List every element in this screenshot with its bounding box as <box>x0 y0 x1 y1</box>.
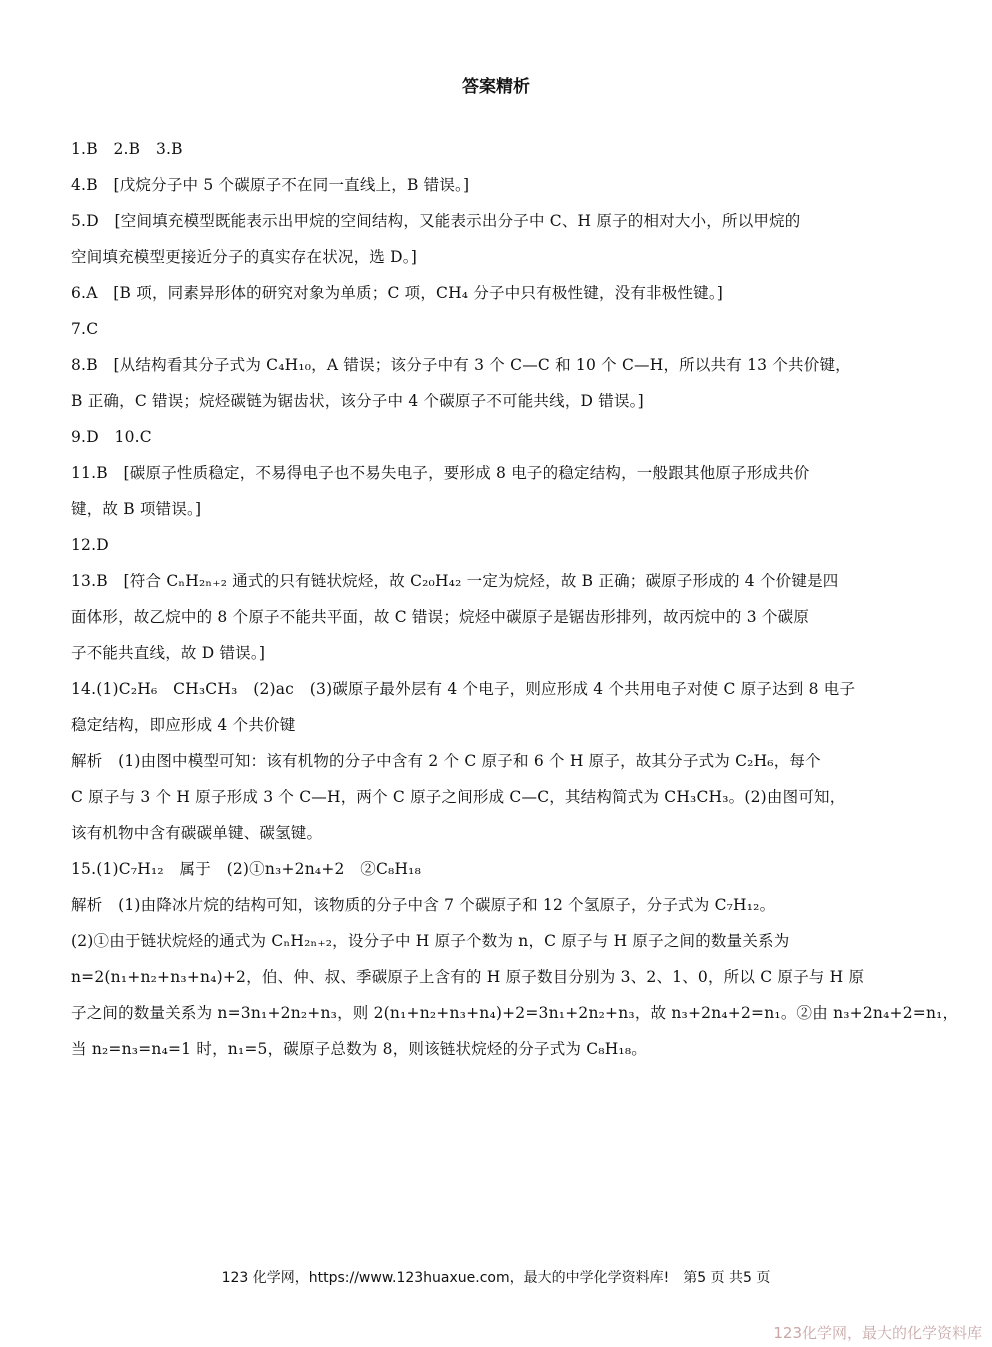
answer-line: n=2(n₁+n₂+n₃+n₄)+2，伯、仲、叔、季碳原子上含有的 H 原子数目分别为 3、2、1、0，所以 C 原子与 H 原 <box>71 968 865 986</box>
answer-line: 该有机物中含有碳碳单键、碳氢键。 <box>71 824 323 842</box>
page-title: 答案精析 <box>462 77 530 97</box>
answer-line: 4.B [戊烷分子中 5 个碳原子不在同一直线上，B 错误。] <box>71 176 470 194</box>
answer-line: 9.D 10.C <box>71 428 152 446</box>
answer-line: 解析 (1)由降冰片烷的结构可知，该物质的分子中含 7 个碳原子和 12 个氢原子，分子式为 C₇H₁₂。 <box>71 896 776 914</box>
answer-line: B 正确，C 错误；烷烃碳链为锯齿状，该分子中 4 个碳原子不可能共线，D 错误。] <box>71 392 644 410</box>
answer-line: 13.B [符合 CₙH₂ₙ₊₂ 通式的只有链状烷烃，故 C₂₀H₄₂ 一定为烷烃，故 B 正确；碳原子形成的 4 个价键是四 <box>71 572 839 590</box>
answer-line: 当 n₂=n₃=n₄=1 时，n₁=5，碳原子总数为 8，则该链状烷烃的分子式为 C₈H₁₈。 <box>71 1040 647 1058</box>
answer-line: C 原子与 3 个 H 原子形成 3 个 C—H，两个 C 原子之间形成 C—C，其结构简式为 CH₃CH₃。(2)由图可知， <box>71 788 846 806</box>
page-footer: 123 化学网，https://www.123huaxue.com，最大的中学化学资料库! 第5 页 共5 页 <box>221 1270 771 1286</box>
answer-line: 8.B [从结构看其分子式为 C₄H₁₀，A 错误；该分子中有 3 个 C—C 和 10 个 C—H，所以共有 13 个共价键， <box>71 356 851 374</box>
answer-line: 6.A [B 项，同素异形体的研究对象为单质；C 项，CH₄ 分子中只有极性键，没有非极性键。] <box>71 284 724 302</box>
answer-line: (2)①由于链状烷烃的通式为 CₙH₂ₙ₊₂，设分子中 H 原子个数为 n，C 原子与 H 原子之间的数量关系为 <box>71 932 790 950</box>
answer-line: 7.C <box>71 320 99 338</box>
answer-line: 子不能共直线，故 D 错误。] <box>71 644 266 662</box>
answer-line: 键，故 B 项错误。] <box>71 500 202 518</box>
answer-line: 5.D [空间填充模型既能表示出甲烷的空间结构，又能表示出分子中 C、H 原子的相对大小，所以甲烷的 <box>71 212 801 230</box>
answer-line: 面体形，故乙烷中的 8 个原子不能共平面，故 C 错误；烷烃中碳原子是锯齿形排列，故丙烷中的 3 个碳原 <box>71 608 810 626</box>
answer-line: 12.D <box>71 536 109 554</box>
watermark-text: 123化学网，最大的化学资料库 <box>773 1324 982 1342</box>
answer-line: 空间填充模型更接近分子的真实存在状况，选 D。] <box>71 248 417 266</box>
answer-line: 11.B [碳原子性质稳定，不易得电子也不易失电子，要形成 8 电子的稳定结构，一般跟其他原子形成共价 <box>71 464 810 482</box>
answer-line: 14.(1)C₂H₆ CH₃CH₃ (2)ac (3)碳原子最外层有 4 个电子，则应形成 4 个共用电子对使 C 原子达到 8 电子 <box>71 680 856 698</box>
answer-content <box>71 131 959 1067</box>
answer-line: 子之间的数量关系为 n=3n₁+2n₂+n₃，则 2(n₁+n₂+n₃+n₄)+2=3n₁+2n₂+n₃，故 n₃+2n₄+2=n₁。②由 n₃+2n₄+2=n₁， <box>71 1004 959 1022</box>
answer-line: 解析 (1)由图中模型可知：该有机物的分子中含有 2 个 C 原子和 6 个 H 原子，故其分子式为 C₂H₆，每个 <box>71 752 821 770</box>
answer-line: 1.B 2.B 3.B <box>71 140 183 158</box>
answer-line: 稳定结构，即应形成 4 个共价键 <box>71 716 296 734</box>
answer-line: 15.(1)C₇H₁₂ 属于 (2)①n₃+2n₄+2 ②C₈H₁₈ <box>71 860 421 878</box>
